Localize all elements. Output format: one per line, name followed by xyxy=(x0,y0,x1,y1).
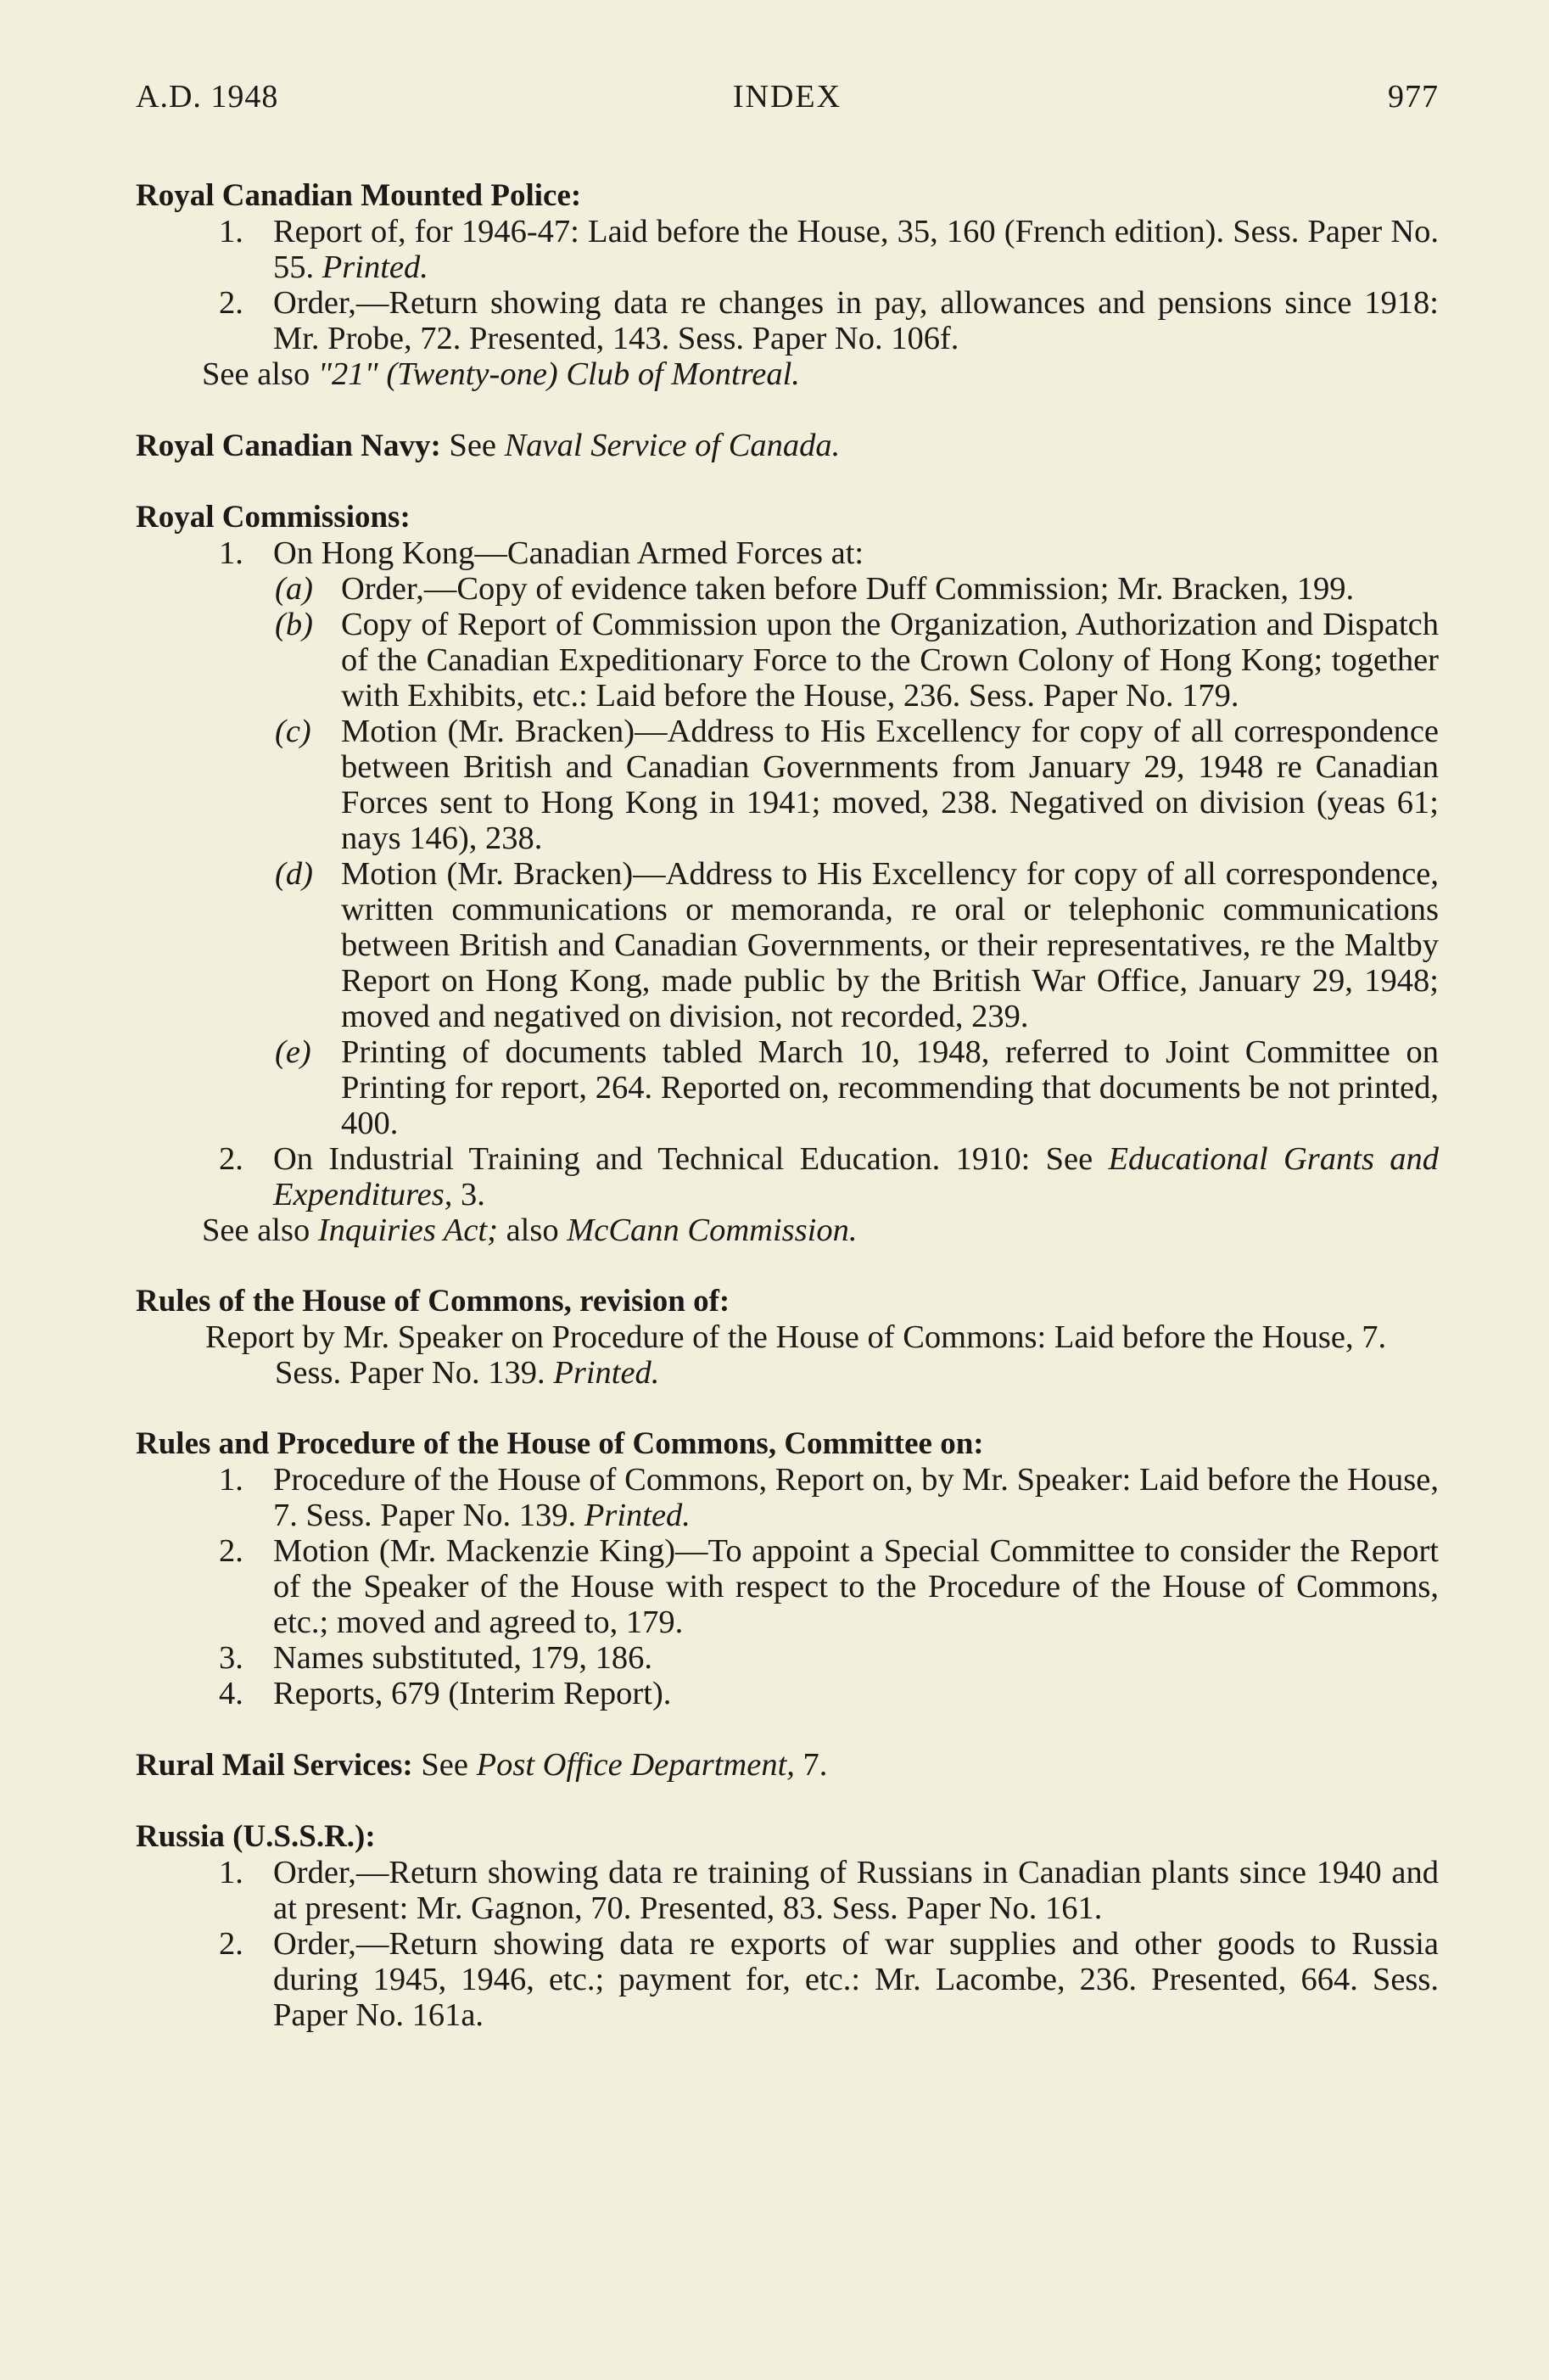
index-content xyxy=(136,178,1439,2033)
entry-navy: Royal Canadian Navy: See Naval Service of Canada. xyxy=(136,428,841,463)
header-year: A.D. 1948 xyxy=(136,79,279,115)
entry-rules-revision xyxy=(136,1284,1439,1391)
entry-royal-commissions xyxy=(136,500,1439,1248)
entry-heading: Royal Canadian Navy: xyxy=(136,428,441,463)
entry-heading: Royal Commissions: xyxy=(136,500,411,535)
entry-heading: Rural Mail Services: xyxy=(136,1748,413,1783)
entry-heading: Rules of the House of Commons, revision of: xyxy=(136,1284,730,1319)
list-item: 4. Reports, 679 (Interim Report). xyxy=(219,1676,672,1711)
list-item: 2. Order,—Return showing data re changes in pay, allowances and pensions since 1918: Mr. Probe, 72. Presented, 143. Sess. Paper No. 106f. xyxy=(219,285,1439,356)
sub-item: (e) Printing of documents tabled March 10, 1948, referred to Joint Committee on Printing for report, 264. Reported on, recommending that documents be not printed, 400. xyxy=(275,1034,1439,1141)
list-item: 1. Report of, for 1946-47: Laid before the House, 35, 160 (French edition). Sess. Paper No. 55. Printed. xyxy=(219,214,1439,285)
list-item: 1. On Hong Kong—Canadian Armed Forces at: xyxy=(219,535,864,571)
sub-item: (d) Motion (Mr. Bracken)—Address to His Excellency for copy of all correspondence, written communications or memoranda, re oral or telephonic communications between British and Canadian Governments, or their representatives, re the Maltby Report on Hong Kong, made public by the British War Office, January 29, 1948; moved and negatived on division, not recorded, 239. xyxy=(275,856,1439,1034)
list-item: 3. Names substituted, 179, 186. xyxy=(219,1640,652,1676)
header-title: INDEX xyxy=(732,79,842,115)
list-item: 2. Motion (Mr. Mackenzie King)—To appoint a Special Committee to consider the Report of the Speaker of the House with respect to the Procedure of the House of Commons, etc.; moved and agreed to, 179. xyxy=(219,1533,1439,1640)
sub-item: (c) Motion (Mr. Bracken)—Address to His Excellency for copy of all correspondence between British and Canadian Governments from January 29, 1948 re Canadian Forces sent to Hong Kong in 1941; moved, 238. Negatived on division (yeas 61; nays 146), 238. xyxy=(275,714,1439,856)
entry-rcmp xyxy=(136,178,1439,392)
sub-item: (a) Order,—Copy of evidence taken before Duff Commission; Mr. Bracken, 199. xyxy=(275,571,1355,607)
entry-rules-committee xyxy=(136,1426,1439,1711)
see-also: See also Inquiries Act; also McCann Commission. xyxy=(202,1212,858,1248)
entry-heading: Russia (U.S.S.R.): xyxy=(136,1819,376,1854)
entry-russia xyxy=(136,1819,1439,2033)
list-item: 2. On Industrial Training and Technical Education. 1910: See Educational Grants and Expenditures, 3. xyxy=(219,1141,1439,1212)
entry-rural-mail: Rural Mail Services: See Post Office Department, 7. xyxy=(136,1747,828,1783)
see-also: See also "21" (Twenty-one) Club of Montreal. xyxy=(202,356,800,392)
header-page-number: 977 xyxy=(1388,79,1439,115)
list-item: 1. Procedure of the House of Commons, Report on, by Mr. Speaker: Laid before the House, 7. Sess. Paper No. 139. Printed. xyxy=(219,1462,1439,1533)
page-header xyxy=(136,78,1439,129)
entry-heading: Rules and Procedure of the House of Commons, Committee on: xyxy=(136,1426,984,1461)
sub-item: (b) Copy of Report of Commission upon the Organization, Authorization and Dispatch of the Canadian Expeditionary Force to the Crown Colony of Hong Kong; together with Exhibits, etc.: Laid before the House, 236. Sess. Paper No. 179. xyxy=(275,607,1439,714)
list-item: 2. Order,—Return showing data re exports of war supplies and other goods to Russia during 1945, 1946, etc.; payment for, etc.: Mr. Lacombe, 236. Presented, 664. Sess. Paper No. 161a. xyxy=(219,1926,1439,2033)
list-item: 1. Order,—Return showing data re training of Russians in Canadian plants since 1940 and at present: Mr. Gagnon, 70. Presented, 83. Sess. Paper No. 161. xyxy=(219,1855,1439,1926)
entry-heading: Royal Canadian Mounted Police: xyxy=(136,178,582,213)
entry-body: Report by Mr. Speaker on Procedure of the House of Commons: Laid before the House, 7. Sess. Paper No. 139. Printed. xyxy=(205,1319,1387,1391)
